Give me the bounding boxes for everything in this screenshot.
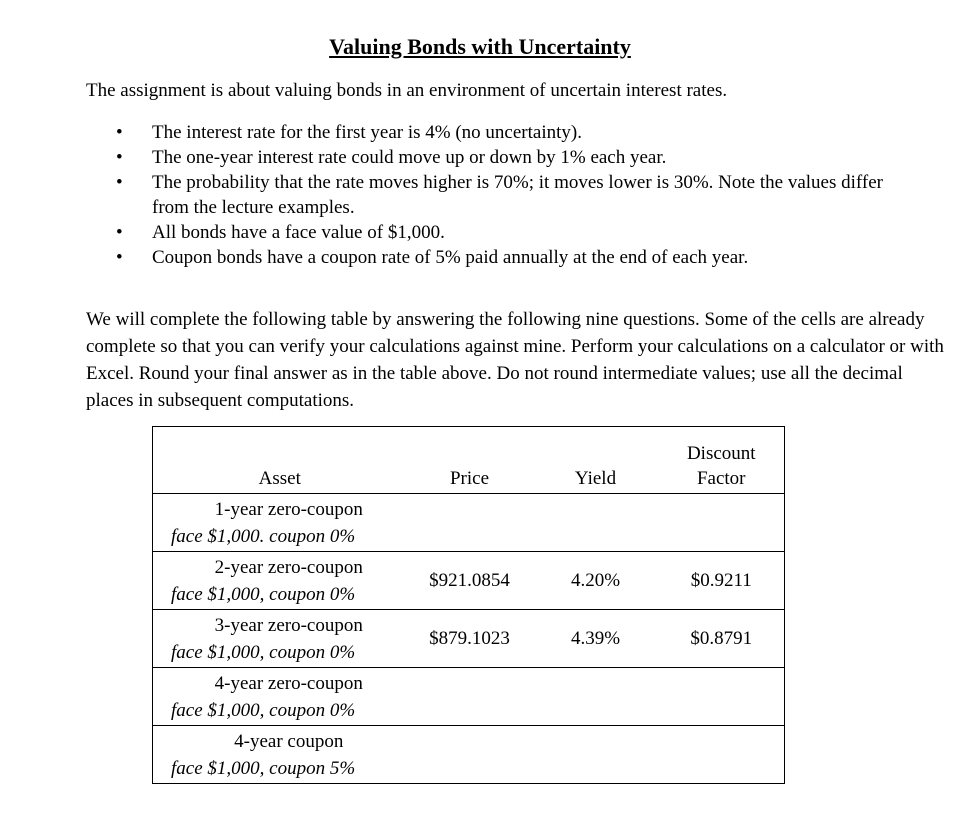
header-price: Price: [407, 427, 533, 494]
table-row: [153, 668, 785, 726]
yield-cell: 4.39%: [533, 610, 659, 668]
price-cell: [407, 494, 533, 552]
header-asset: Asset: [153, 427, 407, 494]
list-item: • The one-year interest rate could move up or down by 1% each year.: [116, 147, 667, 168]
yield-cell: 4.20%: [533, 552, 659, 610]
list-item: • The probability that the rate moves higher is 70%; it moves lower is 30%. Note the values differ from the lecture examples.: [116, 172, 883, 218]
header-discount-factor: Discount Factor: [659, 427, 785, 494]
page-title: Valuing Bonds with Uncertainty: [329, 34, 631, 59]
bond-valuation-table: [152, 426, 785, 784]
asset-cell: 3-year zero-coupon face $1,000, coupon 0%: [153, 610, 407, 668]
discount-cell: [659, 726, 785, 784]
table-header-row: [153, 427, 785, 494]
asset-cell: 4-year zero-coupon face $1,000, coupon 0%: [153, 668, 407, 726]
header-yield: Yield: [533, 427, 659, 494]
yield-cell: [533, 668, 659, 726]
bullet-icon: •: [116, 172, 123, 193]
discount-cell: $0.8791: [659, 610, 785, 668]
price-cell: $879.1023: [407, 610, 533, 668]
bullet-icon: •: [116, 122, 123, 143]
table-row: [153, 552, 785, 610]
asset-cell: 2-year zero-coupon face $1,000, coupon 0%: [153, 552, 407, 610]
assumptions-list: [86, 120, 886, 270]
discount-cell: [659, 494, 785, 552]
discount-cell: $0.9211: [659, 552, 785, 610]
discount-cell: [659, 668, 785, 726]
bullet-icon: •: [116, 222, 123, 243]
instructions-paragraph: We will complete the following table by answering the following nine questions. Some of the cells are already complete so that you can verify your calculations against mine. Perform your calculations on a calculator or with Excel. Round your final answer as in the table above. Do not round intermediate values; use all the decimal places in subsequent computations.: [86, 309, 944, 411]
list-item: • All bonds have a face value of $1,000.: [116, 222, 445, 243]
list-item: • The interest rate for the first year is 4% (no uncertainty).: [116, 122, 582, 143]
table-row: [153, 494, 785, 552]
table-row: [153, 726, 785, 784]
list-item: • Coupon bonds have a coupon rate of 5% paid annually at the end of each year.: [116, 247, 749, 268]
asset-cell: 1-year zero-coupon face $1,000. coupon 0%: [153, 494, 407, 552]
bullet-icon: •: [116, 147, 123, 168]
intro-paragraph: The assignment is about valuing bonds in an environment of uncertain interest rates.: [86, 80, 728, 101]
table-row: [153, 610, 785, 668]
bullet-icon: •: [116, 247, 123, 268]
asset-cell: 4-year coupon face $1,000, coupon 5%: [153, 726, 407, 784]
price-cell: $921.0854: [407, 552, 533, 610]
price-cell: [407, 726, 533, 784]
yield-cell: [533, 494, 659, 552]
yield-cell: [533, 726, 659, 784]
price-cell: [407, 668, 533, 726]
